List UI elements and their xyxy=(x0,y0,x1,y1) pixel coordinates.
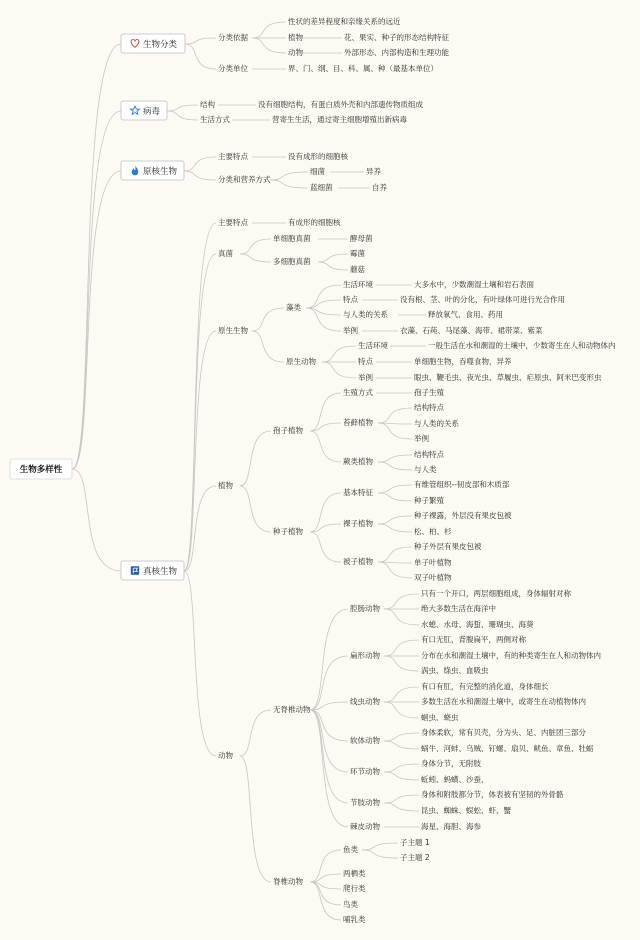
connector-line xyxy=(185,38,216,44)
connector-line xyxy=(184,571,216,756)
topic-node[interactable]: 双子叶植物 xyxy=(414,573,452,582)
topic-node[interactable]: 特点 xyxy=(343,295,358,304)
category-label: 病毒 xyxy=(143,107,161,117)
connector-line xyxy=(378,516,412,524)
connector-lines xyxy=(72,22,426,920)
topic-node[interactable]: 衣藻、石莼、马尾藻、海带、裙带菜、紫菜 xyxy=(400,326,543,335)
connector-line xyxy=(362,843,398,850)
category-label: 生物分类 xyxy=(143,40,178,50)
topic-node[interactable]: 身体和附肢都分节，体表被有坚韧的外骨骼 xyxy=(421,790,564,799)
category-virus[interactable] xyxy=(121,101,167,120)
connector-line xyxy=(270,180,308,188)
connector-line xyxy=(306,285,341,308)
connector-line xyxy=(378,462,412,470)
topic-node[interactable]: 与人类的关系 xyxy=(343,310,388,319)
connector-line xyxy=(240,239,271,254)
topic-node[interactable]: 举例 xyxy=(343,326,358,335)
topic-node[interactable]: 结构特点 xyxy=(414,403,444,412)
topic-node[interactable]: 特点 xyxy=(358,357,373,366)
connector-line xyxy=(378,423,412,439)
connector-line xyxy=(72,44,121,469)
category-biological-classification[interactable] xyxy=(121,34,185,53)
topic-node[interactable]: 裸子植物 xyxy=(343,519,373,528)
connector-line xyxy=(310,882,341,905)
connector-line xyxy=(384,594,419,609)
connector-line xyxy=(310,710,348,827)
topic-node[interactable]: 眼虫、鞭毛虫、夜光虫、草履虫、疟原虫、阿米巴变形虫 xyxy=(414,373,602,382)
connector-line xyxy=(318,254,348,262)
topic-node[interactable]: 霉菌 xyxy=(350,249,365,258)
topic-node[interactable]: 分类依据 xyxy=(218,33,248,42)
connector-line xyxy=(384,803,419,811)
topic-node[interactable]: 举例 xyxy=(358,373,373,382)
topic-node[interactable]: 生活环境 xyxy=(358,341,388,350)
topic-node[interactable]: 线虫动物 xyxy=(350,697,380,706)
topic-node[interactable]: 被子植物 xyxy=(343,557,373,566)
connector-line xyxy=(378,485,412,493)
connector-line xyxy=(240,254,271,262)
connector-line xyxy=(310,710,348,803)
topic-node[interactable]: 棘皮动物 xyxy=(350,822,380,831)
topic-node[interactable]: 动物 xyxy=(288,48,303,57)
connector-line xyxy=(322,362,356,378)
connector-line xyxy=(322,346,356,362)
connector-line xyxy=(184,331,216,571)
topic-node[interactable]: 种子植物 xyxy=(273,527,303,536)
connector-line xyxy=(362,850,398,858)
connector-line xyxy=(184,171,216,180)
connector-line xyxy=(384,656,419,671)
topic-node[interactable]: 种子繁殖 xyxy=(414,496,444,505)
topic-node[interactable]: 有成形的细胞核 xyxy=(288,218,341,227)
topic-node[interactable]: 水螅、水母、海蜇、珊瑚虫、海葵 xyxy=(421,620,534,629)
topic-node[interactable]: 真菌 xyxy=(218,249,233,258)
topic-node[interactable]: 生殖方式 xyxy=(343,388,373,397)
topic-node[interactable]: 身体柔软，常有贝壳，分为头、足、内脏团三部分 xyxy=(421,728,586,737)
topic-node[interactable]: 蘑菇 xyxy=(350,265,365,274)
topic-node[interactable]: 种子外层有果皮包被 xyxy=(414,542,482,551)
topic-node[interactable]: 两栖类 xyxy=(343,869,366,878)
connector-line xyxy=(270,172,308,180)
topic-node[interactable]: 原生生物 xyxy=(218,326,248,335)
topic-node[interactable]: 花、果实、种子的形态结构特征 xyxy=(344,33,449,42)
connector-line xyxy=(184,223,216,571)
topic-node[interactable]: 细菌 xyxy=(310,167,325,176)
topic-node[interactable]: 藻类 xyxy=(286,303,301,312)
topic-node[interactable]: 一般生活在水和潮湿的土壤中，少数寄生在人和动物体内 xyxy=(428,341,616,350)
topic-node[interactable]: 外部形态、内部构造和生理功能 xyxy=(344,48,449,57)
topic-node[interactable]: 有口无肛，背腹扁平，两侧对称 xyxy=(421,635,526,644)
connector-line xyxy=(378,524,412,532)
connector-line xyxy=(310,609,348,710)
topic-node[interactable]: 与人类的关系 xyxy=(414,419,459,428)
category-label: 原核生物 xyxy=(143,167,178,177)
topic-node[interactable]: 鸟类 xyxy=(343,900,358,909)
topic-node[interactable]: 节肢动物 xyxy=(350,798,380,807)
topic-node[interactable]: 生活环境 xyxy=(343,280,373,289)
flag-icon xyxy=(131,566,139,574)
topic-node[interactable]: 单细胞真菌 xyxy=(273,234,311,243)
connector-line xyxy=(184,157,216,171)
topic-node[interactable]: 单细胞生物，吞噬食物，异养 xyxy=(414,357,512,366)
connector-line xyxy=(378,562,412,578)
topic-node[interactable]: 植物 xyxy=(288,33,303,42)
connector-line xyxy=(378,455,412,462)
topic-node[interactable]: 结构 xyxy=(200,100,215,109)
topic-node[interactable]: 没有成形的细胞核 xyxy=(288,152,348,161)
topic-node[interactable]: 蕨类植物 xyxy=(343,457,373,466)
topic-node[interactable]: 身体分节，无附肢 xyxy=(421,759,481,768)
category-label: 真核生物 xyxy=(143,567,178,577)
topic-node[interactable]: 营寄生生活，通过寄主细胞增殖出新病毒 xyxy=(272,115,407,124)
topic-node[interactable]: 绝大多数生活在海洋中 xyxy=(421,604,496,613)
connector-line xyxy=(72,171,121,469)
category-prokaryote[interactable] xyxy=(121,161,184,180)
topic-node[interactable]: 大多水中，少数潮湿土壤和岩石表面 xyxy=(414,280,534,289)
connector-line xyxy=(378,493,412,501)
topic-node[interactable]: 涡虫、绦虫、血吸虫 xyxy=(421,666,489,675)
topic-node[interactable]: 异养 xyxy=(366,167,381,176)
topic-node[interactable]: 基本特征 xyxy=(343,488,373,497)
connector-line xyxy=(384,795,419,803)
topic-node[interactable]: 分布在水和潮湿土壤中，有的种类寄生在人和动物体内 xyxy=(421,651,601,660)
connector-line xyxy=(72,469,121,571)
connector-line xyxy=(252,38,286,53)
topic-node[interactable]: 子主题 1 xyxy=(400,838,430,847)
topic-node[interactable]: 腔肠动物 xyxy=(350,604,380,613)
topic-node[interactable]: 松、柏、杉 xyxy=(414,527,452,536)
connector-line xyxy=(240,486,271,532)
topic-node[interactable]: 有维管组织--韧皮部和木质部 xyxy=(414,480,510,489)
topic-node[interactable]: 脊椎动物 xyxy=(273,877,303,886)
topic-node[interactable]: 分类单位 xyxy=(218,64,248,73)
topic-node[interactable]: 蛔虫、蛲虫 xyxy=(421,713,459,722)
topic-node[interactable]: 单子叶植物 xyxy=(414,558,452,567)
connector-line xyxy=(167,105,198,111)
connector-line xyxy=(310,850,341,882)
topic-node[interactable]: 没有细胞结构，有蛋白质外壳和内部遗传物质组成 xyxy=(258,100,423,109)
connector-line xyxy=(384,764,419,772)
topic-node[interactable]: 有口有肛，有完整的消化道，身体细长 xyxy=(421,682,549,691)
topic-node[interactable]: 生活方式 xyxy=(200,115,230,124)
connector-line xyxy=(384,741,419,749)
topic-node[interactable]: 扁形动物 xyxy=(350,651,380,660)
connector-line xyxy=(384,733,419,741)
topic-node[interactable]: 哺乳类 xyxy=(343,915,366,924)
topic-node[interactable]: 原生动物 xyxy=(286,357,316,366)
connector-line xyxy=(310,493,341,532)
topic-node[interactable]: 海星、海胆、海参 xyxy=(421,822,481,831)
topic-node[interactable]: 结构特点 xyxy=(414,450,444,459)
connector-line xyxy=(72,111,121,469)
topic-node[interactable]: 多细胞真菌 xyxy=(273,257,311,266)
topic-node[interactable]: 子主题 2 xyxy=(400,853,430,862)
connector-line xyxy=(378,547,412,562)
connector-line xyxy=(167,111,198,120)
topic-node[interactable]: 界、门、纲、目、科、属、种（最基本单位） xyxy=(288,64,438,73)
topic-node[interactable]: 性状的差异程度和亲缘关系的远近 xyxy=(288,17,401,26)
connector-line xyxy=(240,756,271,882)
topic-node[interactable]: 只有一个开口，两层细胞组成，身体辐射对称 xyxy=(421,589,571,598)
topic-node[interactable]: 酵母菌 xyxy=(350,234,373,243)
topic-node[interactable]: 环节动物 xyxy=(350,767,380,776)
topic-node[interactable]: 孢子植物 xyxy=(273,426,303,435)
connector-line xyxy=(384,687,419,702)
topic-node[interactable]: 主要特点 xyxy=(218,218,248,227)
connector-line xyxy=(384,640,419,656)
topic-node[interactable]: 没有根、茎、叶的分化，有叶绿体可进行光合作用 xyxy=(400,295,565,304)
topic-node[interactable]: 多数生活在水和潮湿土壤中，或寄生在动植物体内 xyxy=(421,697,586,706)
topic-node[interactable]: 蚯蚓、蚂蟥、沙蚕、 xyxy=(421,775,489,784)
connector-line xyxy=(384,702,419,718)
topic-node[interactable]: 孢子生殖 xyxy=(414,388,444,397)
connector-line xyxy=(252,308,284,331)
topic-node[interactable]: 软体动物 xyxy=(350,736,380,745)
connector-line xyxy=(252,331,284,362)
topic-node[interactable]: 鱼类 xyxy=(343,845,358,854)
connector-line xyxy=(184,254,216,571)
connector-line xyxy=(240,431,271,486)
connector-line xyxy=(306,308,341,331)
topic-node[interactable]: 爬行类 xyxy=(343,884,366,893)
topic-node[interactable]: 与人类 xyxy=(414,465,437,474)
topic-node[interactable]: 苔藓植物 xyxy=(343,418,373,427)
topic-node[interactable]: 自养 xyxy=(372,183,387,192)
connector-line xyxy=(378,408,412,423)
topic-node[interactable]: 蜗牛、河蚌、乌贼、钉螺、扇贝、鱿鱼、章鱼、牡蛎 xyxy=(421,744,594,753)
connector-line xyxy=(185,44,216,69)
root-label: 生物多样性 xyxy=(19,465,63,475)
topic-node[interactable]: 蓝细菌 xyxy=(310,183,333,192)
topic-node[interactable]: 分类和营养方式 xyxy=(218,175,271,184)
connector-line xyxy=(318,262,348,270)
connector-line xyxy=(310,532,341,562)
topic-node[interactable]: 动物 xyxy=(218,751,233,760)
topic-node[interactable]: 举例 xyxy=(414,434,429,443)
topic-node[interactable]: 释放氧气、食用、药用 xyxy=(428,310,503,319)
connector-line xyxy=(240,710,271,756)
topic-node[interactable]: 主要特点 xyxy=(218,152,248,161)
topic-node[interactable]: 无脊椎动物 xyxy=(273,705,311,714)
connector-line xyxy=(384,772,419,780)
connector-line xyxy=(384,609,419,625)
root-node[interactable] xyxy=(10,459,72,479)
connector-line xyxy=(252,22,286,38)
topic-node[interactable]: 植物 xyxy=(218,481,233,490)
topic-node[interactable]: 种子裸露，外层没有果皮包被 xyxy=(414,511,512,520)
connector-line xyxy=(310,431,341,462)
connector-line xyxy=(310,393,341,431)
category-eukaryote[interactable] xyxy=(121,561,184,580)
topic-node[interactable]: 昆虫、蜘蛛、蜈蚣、虾、蟹 xyxy=(421,806,511,815)
